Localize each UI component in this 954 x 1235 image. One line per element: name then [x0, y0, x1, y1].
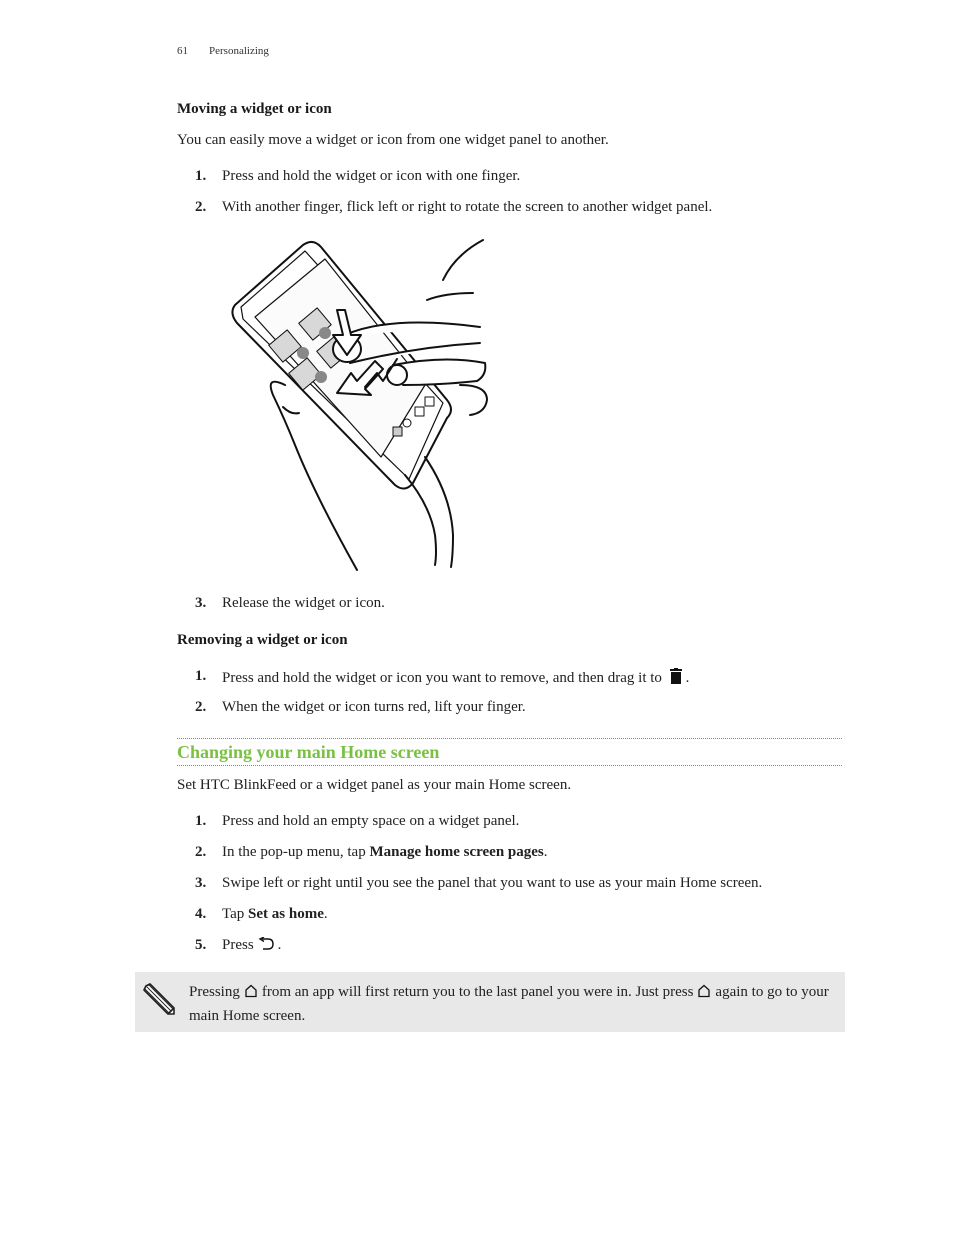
- moving-step-1-num: 1.: [195, 168, 207, 184]
- changing-step-2: [222, 844, 548, 861]
- moving-step-1: Press and hold the widget or icon with one finger.: [222, 168, 521, 184]
- changing-step-5: [222, 937, 281, 956]
- changing-step-3-num: 3.: [195, 875, 207, 891]
- home-icon: [244, 983, 258, 1005]
- changing-step-4-end: .: [323, 906, 328, 922]
- section-name: Personalizing: [209, 45, 269, 57]
- changing-step-2-text: In the pop-up menu, tap: [222, 844, 370, 860]
- removing-step-1-end: .: [685, 670, 690, 686]
- note-text-part1: Pressing: [189, 984, 240, 1000]
- back-icon: [258, 937, 274, 956]
- removing-step-1-num: 1.: [195, 668, 207, 684]
- hand-phone-illustration: [225, 235, 495, 575]
- moving-step-2-num: 2.: [195, 199, 207, 215]
- changing-step-3: Swipe left or right until you see the panel that you want to use as your main Home screen.: [222, 875, 763, 891]
- changing-step-4: [222, 906, 328, 923]
- changing-step-1: Press and hold an empty space on a widget panel.: [222, 813, 520, 829]
- pencil-icon: [142, 982, 176, 1016]
- section-divider-bottom: [177, 765, 842, 766]
- removing-step-1-text: Press and hold the widget or icon you want to remove, and then drag it to: [222, 670, 662, 686]
- removing-step-1: [222, 668, 689, 689]
- home-icon: [697, 983, 711, 1005]
- note-text: [189, 981, 839, 1027]
- page-header: [177, 45, 269, 57]
- changing-step-5-num: 5.: [195, 937, 207, 953]
- moving-step-2: With another finger, flick left or right to rotate the screen to another widget panel.: [222, 199, 713, 215]
- set-as-home-label: Set as home: [248, 906, 324, 922]
- changing-step-1-num: 1.: [195, 813, 207, 829]
- removing-step-2-num: 2.: [195, 699, 207, 715]
- note-text-part2: from an app will first return you to the last panel you were in. Just press: [261, 984, 694, 1000]
- changing-intro: Set HTC BlinkFeed or a widget panel as your main Home screen.: [177, 777, 572, 793]
- moving-step-3-num: 3.: [195, 595, 207, 611]
- page-number: 61: [177, 45, 188, 57]
- manage-home-screen-pages-label: Manage home screen pages: [369, 844, 544, 860]
- moving-intro: You can easily move a widget or icon from one widget panel to another.: [177, 132, 609, 148]
- changing-step-2-num: 2.: [195, 844, 207, 860]
- changing-step-4-num: 4.: [195, 906, 207, 922]
- changing-title: Changing your main Home screen: [177, 742, 440, 762]
- trash-icon: [670, 668, 682, 689]
- changing-step-4-text: Tap: [222, 906, 249, 922]
- note-text-part3: again to go to your main Home screen.: [189, 984, 829, 1024]
- removing-step-2: When the widget or icon turns red, lift your finger.: [222, 699, 526, 715]
- moving-step-3: Release the widget or icon.: [222, 595, 385, 611]
- changing-step-2-end: .: [543, 844, 548, 860]
- moving-title: Moving a widget or icon: [177, 101, 332, 117]
- changing-step-5-text: Press: [222, 937, 254, 953]
- changing-step-5-end: .: [277, 937, 282, 953]
- removing-title: Removing a widget or icon: [177, 632, 348, 648]
- section-divider-top: [177, 738, 842, 739]
